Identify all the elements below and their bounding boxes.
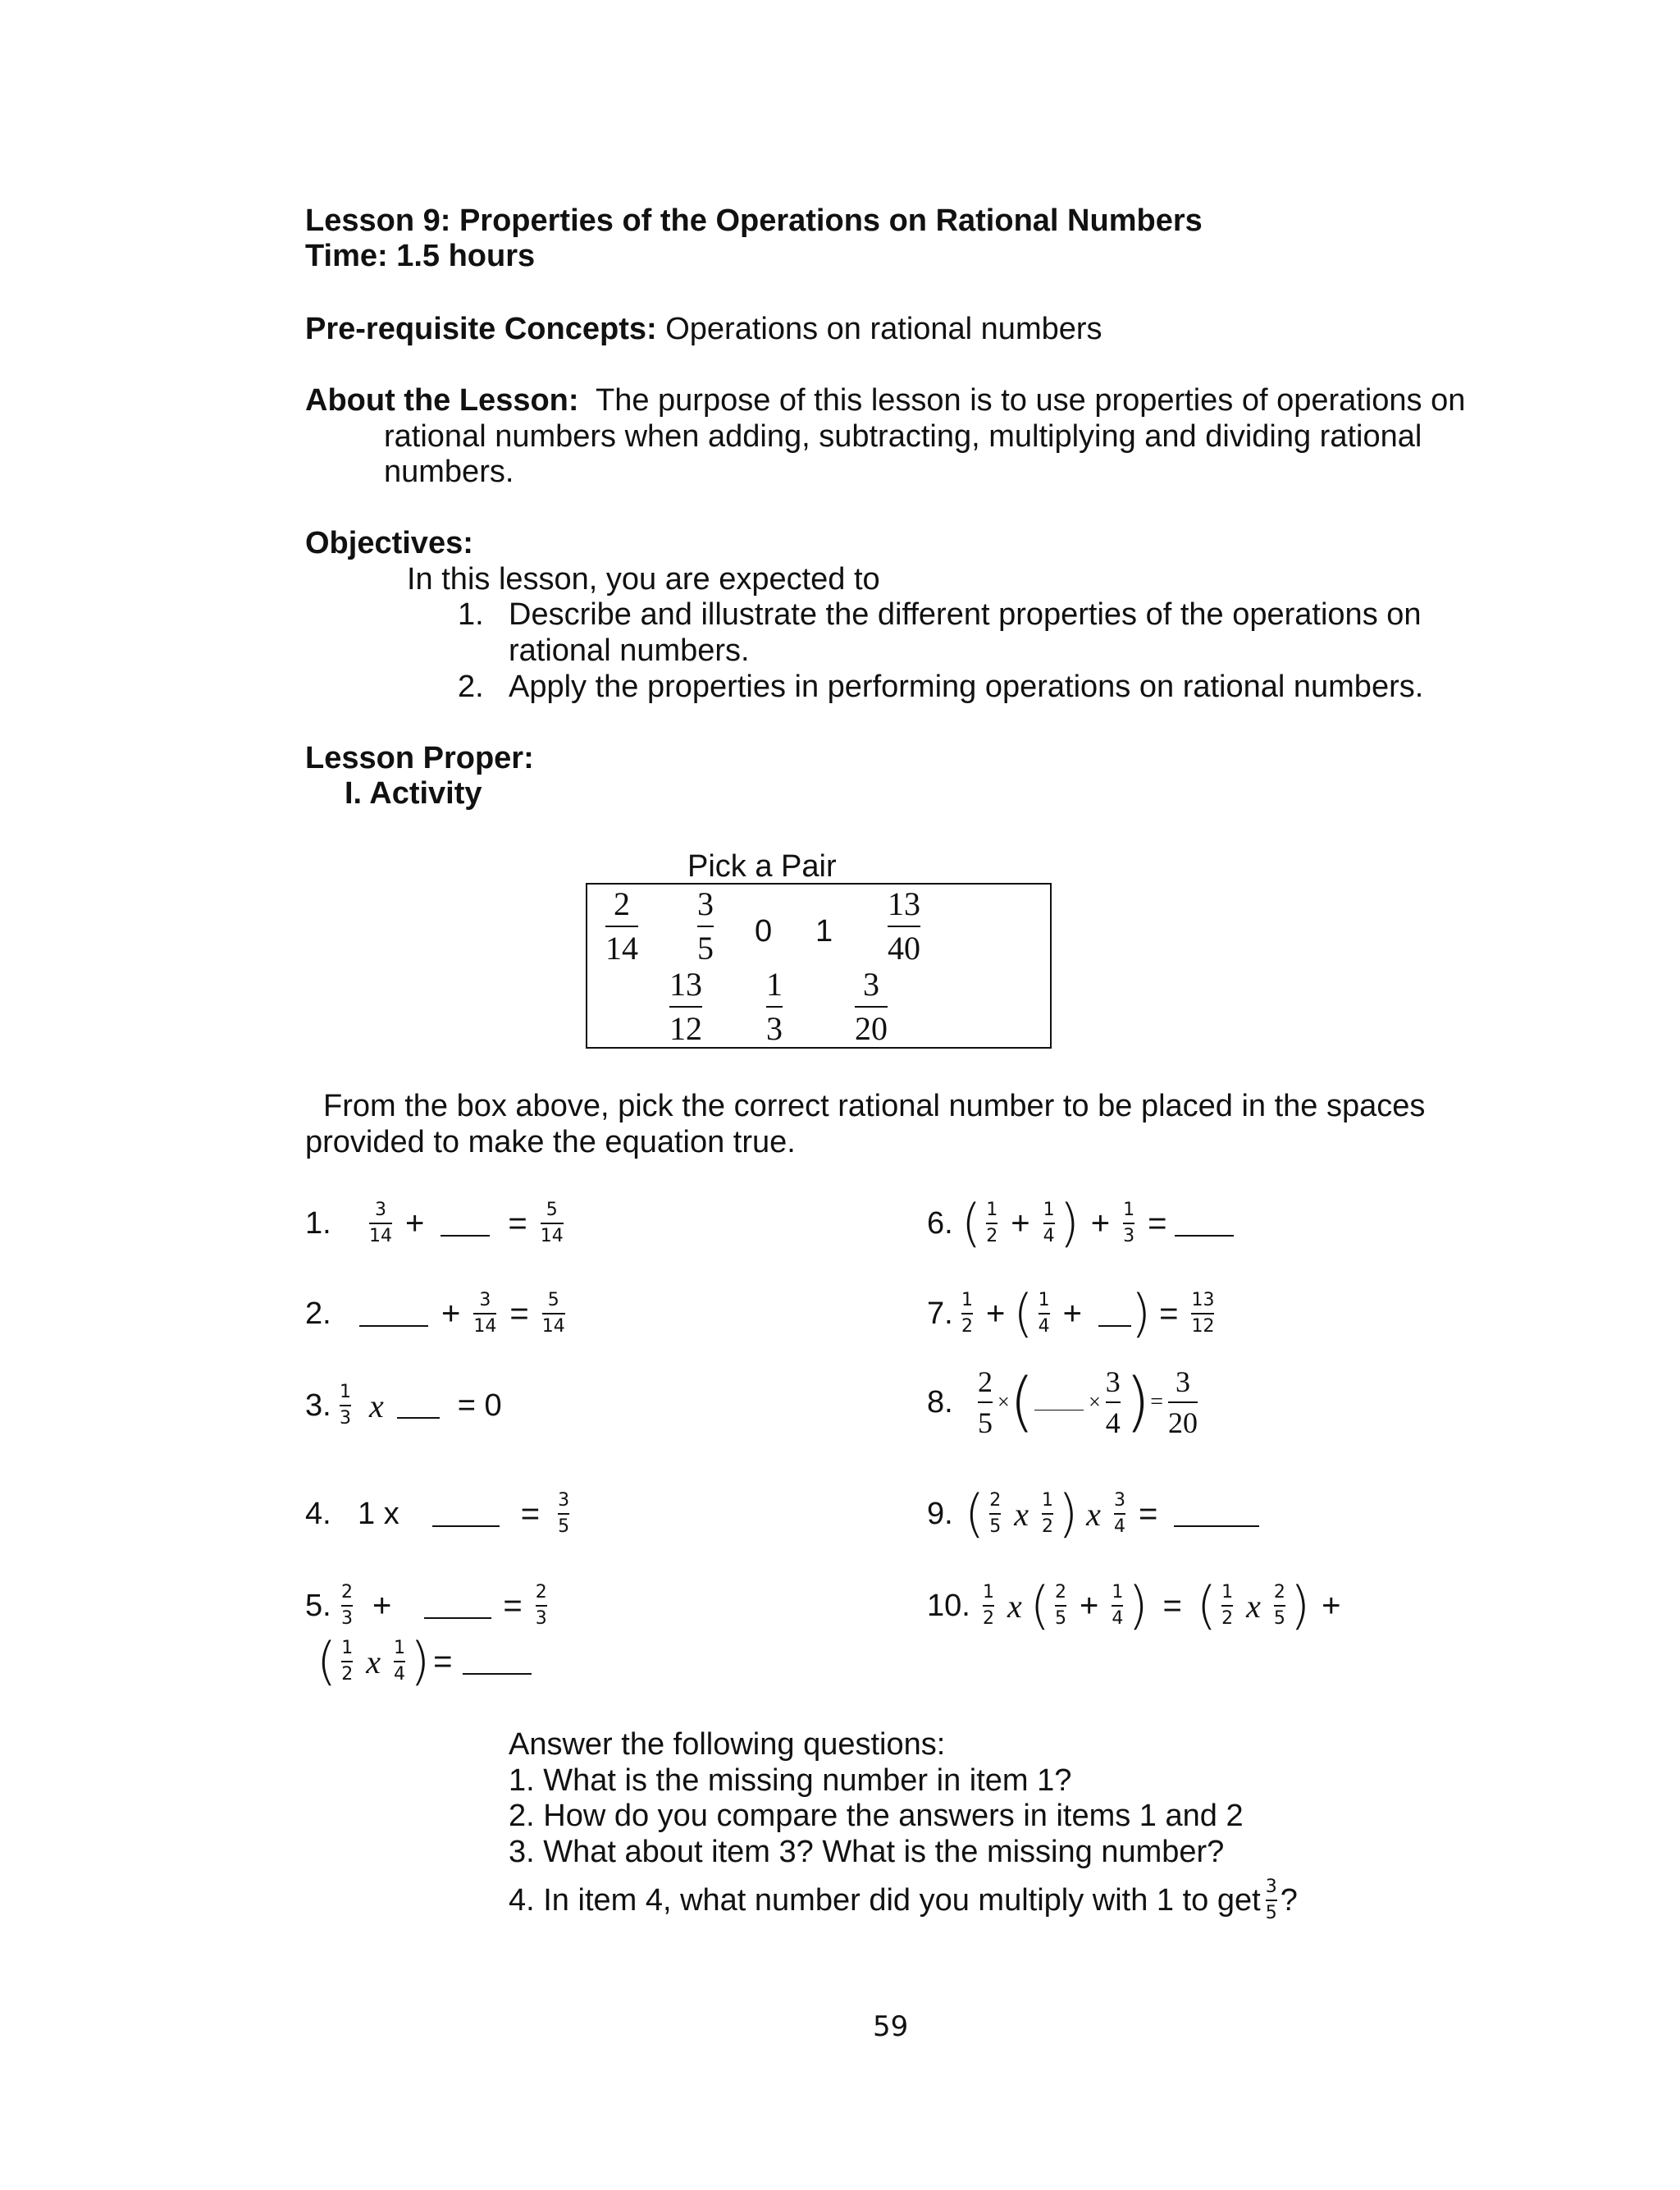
denominator: 5 bbox=[989, 1516, 1002, 1537]
fraction bbox=[989, 1492, 1001, 1536]
denominator: 2 bbox=[1221, 1608, 1234, 1629]
denominator: 14 bbox=[473, 1316, 497, 1337]
instruction-line-2: provided to make the equation true. bbox=[305, 1125, 796, 1159]
about-label: About the Lesson: bbox=[305, 383, 579, 418]
numerator: 1 bbox=[961, 1290, 973, 1310]
denominator: 4 bbox=[1105, 1406, 1121, 1439]
fraction bbox=[542, 1292, 565, 1336]
fraction bbox=[1191, 1292, 1214, 1336]
numerator: 1 bbox=[1038, 1290, 1050, 1310]
prerequisite-line bbox=[305, 311, 1102, 347]
left-paren: ( bbox=[317, 1631, 337, 1691]
left-paren: ( bbox=[1013, 1283, 1034, 1343]
pair-fraction bbox=[605, 885, 638, 967]
numerator: 13 bbox=[669, 966, 702, 1003]
denominator: 5 bbox=[978, 1406, 993, 1439]
fraction bbox=[341, 1639, 353, 1684]
question-3: 3. What about item 3? What is the missing number? bbox=[509, 1835, 1225, 1869]
plus-sign: + bbox=[1062, 1295, 1082, 1332]
denominator: 4 bbox=[1113, 1516, 1125, 1537]
numerator: 3 bbox=[1105, 1365, 1121, 1398]
fraction bbox=[983, 1584, 994, 1628]
answer-blank[interactable] bbox=[1098, 1301, 1131, 1327]
denominator: 40 bbox=[888, 930, 920, 967]
answer-blank[interactable] bbox=[397, 1392, 440, 1419]
equation-7 bbox=[927, 1277, 1219, 1351]
fraction bbox=[1274, 1584, 1285, 1628]
item-number: 3. bbox=[305, 1388, 331, 1423]
denominator: 2 bbox=[983, 1608, 994, 1629]
answer-blank[interactable] bbox=[1175, 1210, 1234, 1237]
denominator: 4 bbox=[1112, 1608, 1124, 1629]
prerequisite-text: Operations on rational numbers bbox=[665, 312, 1102, 346]
fraction bbox=[1042, 1492, 1053, 1536]
instruction-line-1: From the box above, pick the correct rational number to be placed in the spaces bbox=[323, 1089, 1426, 1123]
equation-6 bbox=[927, 1186, 1234, 1260]
fraction bbox=[1106, 1367, 1121, 1438]
page-number: 59 bbox=[873, 2010, 909, 2043]
numerator: 1 bbox=[1112, 1582, 1124, 1602]
fraction bbox=[369, 1201, 392, 1246]
equals-sign: = bbox=[509, 1295, 529, 1332]
fraction bbox=[1168, 1367, 1198, 1438]
numerator: 1 bbox=[766, 966, 783, 1003]
denominator: 14 bbox=[540, 1226, 564, 1246]
item-number: 1. bbox=[305, 1205, 331, 1241]
objective-1-number: 1. bbox=[458, 597, 484, 632]
question-4 bbox=[509, 1859, 1298, 1941]
fraction bbox=[978, 1367, 993, 1438]
fraction bbox=[1039, 1292, 1050, 1336]
left-paren: ( bbox=[1196, 1575, 1217, 1635]
fraction bbox=[340, 1383, 351, 1428]
plus-sign: + bbox=[1079, 1587, 1099, 1624]
right-paren: ) bbox=[1128, 1575, 1148, 1635]
answer-blank[interactable] bbox=[441, 1210, 490, 1237]
denominator: 20 bbox=[1168, 1406, 1198, 1439]
equals-sign: = bbox=[1148, 1205, 1167, 1241]
prerequisite-label: Pre-requisite Concepts: bbox=[305, 312, 657, 346]
left-paren: ( bbox=[965, 1484, 985, 1543]
equation-4 bbox=[305, 1477, 574, 1551]
fraction bbox=[1123, 1201, 1134, 1246]
numerator: 2 bbox=[989, 1490, 1002, 1511]
denominator: 5 bbox=[697, 930, 714, 967]
left-paren: ( bbox=[1029, 1575, 1050, 1635]
lesson-proper-label: Lesson Proper: bbox=[305, 741, 534, 775]
about-line-2: rational numbers when adding, subtracting, multiplying and dividing rational bbox=[384, 419, 1422, 454]
question-4-end: ? bbox=[1280, 1882, 1298, 1918]
numerator: 5 bbox=[546, 1200, 558, 1220]
equation-9 bbox=[927, 1477, 1259, 1551]
multiply-x: x bbox=[1246, 1587, 1261, 1625]
objective-2-number: 2. bbox=[458, 670, 484, 704]
denominator: 14 bbox=[369, 1226, 392, 1246]
right-paren: ) bbox=[1125, 1365, 1151, 1439]
left-paren: ( bbox=[961, 1193, 982, 1253]
equation-1 bbox=[305, 1186, 568, 1260]
numerator: 1 bbox=[1123, 1200, 1135, 1220]
denominator: 4 bbox=[1038, 1316, 1050, 1337]
numerator: 2 bbox=[341, 1582, 353, 1602]
fraction bbox=[1043, 1201, 1055, 1246]
equals-sign: = bbox=[1150, 1389, 1164, 1415]
numerator: 2 bbox=[978, 1365, 993, 1398]
denominator: 12 bbox=[1191, 1316, 1215, 1337]
answer-blank[interactable] bbox=[1034, 1395, 1084, 1410]
plus-sign: + bbox=[405, 1205, 425, 1241]
numerator: 3 bbox=[1265, 1877, 1277, 1897]
item-number: 10. bbox=[927, 1588, 970, 1623]
plus-sign: + bbox=[1011, 1205, 1030, 1241]
fraction bbox=[1266, 1878, 1277, 1923]
denominator: 3 bbox=[535, 1608, 547, 1629]
answer-blank[interactable] bbox=[432, 1501, 500, 1527]
times-sign: × bbox=[998, 1390, 1010, 1414]
plus-sign: + bbox=[1090, 1205, 1111, 1241]
equals-sign: = bbox=[508, 1205, 527, 1241]
denominator: 2 bbox=[986, 1226, 998, 1246]
fraction bbox=[536, 1584, 547, 1628]
denominator: 20 bbox=[855, 1010, 888, 1047]
questions-label: Answer the following questions: bbox=[509, 1727, 946, 1762]
equals-sign: = bbox=[433, 1643, 453, 1680]
numerator: 3 bbox=[375, 1200, 386, 1220]
denominator: 12 bbox=[669, 1010, 702, 1047]
item-number: 8. bbox=[927, 1384, 953, 1420]
pick-a-pair-title: Pick a Pair bbox=[687, 849, 837, 884]
denominator: 14 bbox=[541, 1316, 565, 1337]
multiply-x: x bbox=[1007, 1587, 1022, 1625]
denominator: 5 bbox=[558, 1516, 570, 1537]
objective-1-line-1: Describe and illustrate the different properties of the operations on bbox=[509, 597, 1422, 632]
numerator: 13 bbox=[888, 885, 920, 922]
question-2: 2. How do you compare the answers in items 1 and 2 bbox=[509, 1799, 1244, 1833]
right-paren: ) bbox=[1059, 1193, 1080, 1253]
pair-number: 1 bbox=[815, 914, 833, 949]
denominator: 3 bbox=[766, 1010, 783, 1047]
fraction bbox=[558, 1492, 569, 1536]
right-paren: ) bbox=[409, 1631, 431, 1691]
equation-8 bbox=[927, 1365, 1203, 1439]
numerator: 2 bbox=[1273, 1582, 1285, 1602]
about-line-3: numbers. bbox=[384, 455, 514, 489]
denominator: 5 bbox=[1265, 1903, 1277, 1923]
fraction bbox=[394, 1639, 405, 1684]
answer-blank[interactable] bbox=[359, 1301, 428, 1327]
pick-a-pair-box bbox=[586, 883, 1052, 1049]
item-number: 6. bbox=[927, 1205, 953, 1241]
denominator: 5 bbox=[1054, 1608, 1066, 1629]
denominator: 2 bbox=[1041, 1516, 1053, 1537]
right-paren: ) bbox=[1290, 1575, 1311, 1635]
item-number: 9. bbox=[927, 1496, 953, 1531]
numerator: 1 bbox=[340, 1382, 351, 1402]
fraction bbox=[1221, 1584, 1233, 1628]
numerator: 3 bbox=[1176, 1365, 1191, 1398]
pair-fraction bbox=[766, 968, 783, 1045]
activity-heading: I. Activity bbox=[345, 776, 482, 811]
numerator: 1 bbox=[1221, 1582, 1234, 1602]
pair-number: 0 bbox=[755, 914, 773, 949]
one-times: 1 x bbox=[358, 1496, 399, 1531]
numerator: 1 bbox=[986, 1200, 998, 1220]
objectives-intro: In this lesson, you are expected to bbox=[407, 562, 880, 597]
denominator: 4 bbox=[1043, 1226, 1055, 1246]
objectives-label: Objectives: bbox=[305, 526, 473, 560]
times-sign: × bbox=[1089, 1390, 1101, 1414]
equals-sign: = bbox=[1159, 1295, 1179, 1332]
plus-sign: + bbox=[1322, 1587, 1341, 1624]
numerator: 3 bbox=[479, 1290, 491, 1310]
answer-blank[interactable] bbox=[424, 1593, 491, 1619]
denominator: 4 bbox=[393, 1664, 405, 1685]
denominator: 3 bbox=[1123, 1226, 1135, 1246]
multiply-x: x bbox=[1086, 1495, 1101, 1533]
plus-sign: + bbox=[986, 1295, 1006, 1332]
numerator: 1 bbox=[393, 1638, 405, 1658]
numerator: 1 bbox=[983, 1582, 994, 1602]
numerator: 1 bbox=[1041, 1490, 1053, 1511]
numerator: 2 bbox=[535, 1582, 547, 1602]
numerator: 3 bbox=[558, 1490, 570, 1511]
equals-sign: = bbox=[1162, 1587, 1182, 1624]
pair-fraction bbox=[697, 885, 714, 967]
equation-2 bbox=[305, 1277, 570, 1351]
left-paren: ( bbox=[1009, 1365, 1035, 1439]
numerator: 13 bbox=[1191, 1290, 1215, 1310]
fraction bbox=[341, 1584, 353, 1628]
objective-2-line-1: Apply the properties in performing operations on rational numbers. bbox=[509, 670, 1424, 704]
answer-blank[interactable] bbox=[1174, 1501, 1259, 1527]
equals-sign: = bbox=[503, 1587, 523, 1624]
pair-fraction bbox=[888, 885, 920, 967]
equation-3 bbox=[305, 1369, 502, 1442]
numerator: 3 bbox=[863, 966, 879, 1003]
numerator: 5 bbox=[547, 1290, 559, 1310]
right-paren: ) bbox=[1130, 1283, 1152, 1343]
right-paren: ) bbox=[1057, 1484, 1079, 1543]
equals-zero: = 0 bbox=[457, 1388, 502, 1423]
numerator: 1 bbox=[1043, 1200, 1055, 1220]
about-text-1: The purpose of this lesson is to use properties of operations on bbox=[595, 383, 1466, 418]
multiply-x: x bbox=[366, 1643, 381, 1680]
plus-sign: + bbox=[372, 1587, 392, 1624]
answer-blank[interactable] bbox=[463, 1648, 532, 1675]
equation-5-continued bbox=[317, 1625, 532, 1699]
question-4-text: 4. In item 4, what number did you multiply with 1 to get bbox=[509, 1882, 1261, 1918]
denominator: 3 bbox=[341, 1608, 353, 1629]
fraction bbox=[961, 1292, 973, 1336]
equation-10 bbox=[927, 1569, 1349, 1643]
item-number: 2. bbox=[305, 1296, 331, 1331]
item-number: 4. bbox=[305, 1496, 331, 1531]
lesson-title: Lesson 9: Properties of the Operations on Rational Numbers bbox=[305, 203, 1203, 238]
objective-1-line-2: rational numbers. bbox=[509, 633, 750, 668]
numerator: 3 bbox=[1113, 1490, 1125, 1511]
equals-sign: = bbox=[520, 1495, 541, 1532]
fraction bbox=[986, 1201, 998, 1246]
equals-sign: = bbox=[1138, 1495, 1158, 1532]
numerator: 2 bbox=[614, 885, 630, 922]
numerator: 3 bbox=[697, 885, 714, 922]
pair-fraction bbox=[855, 968, 888, 1045]
item-number: 7. bbox=[927, 1296, 953, 1331]
fraction bbox=[1112, 1584, 1123, 1628]
question-1: 1. What is the missing number in item 1? bbox=[509, 1763, 1072, 1798]
fraction bbox=[1055, 1584, 1066, 1628]
fraction bbox=[541, 1201, 564, 1246]
item-number: 5. bbox=[305, 1588, 331, 1623]
multiply-x: x bbox=[1014, 1495, 1029, 1533]
lesson-time: Time: 1.5 hours bbox=[305, 239, 536, 273]
numerator: 1 bbox=[341, 1638, 354, 1658]
denominator: 3 bbox=[340, 1408, 351, 1429]
denominator: 5 bbox=[1273, 1608, 1285, 1629]
plus-sign: + bbox=[441, 1295, 461, 1332]
denominator: 2 bbox=[341, 1664, 354, 1685]
pair-fraction bbox=[669, 968, 702, 1045]
fraction bbox=[1114, 1492, 1125, 1536]
denominator: 14 bbox=[605, 930, 638, 967]
denominator: 2 bbox=[961, 1316, 973, 1337]
fraction bbox=[473, 1292, 496, 1336]
multiply-x: x bbox=[369, 1387, 384, 1424]
numerator: 2 bbox=[1054, 1582, 1066, 1602]
about-line-1 bbox=[305, 382, 1465, 418]
